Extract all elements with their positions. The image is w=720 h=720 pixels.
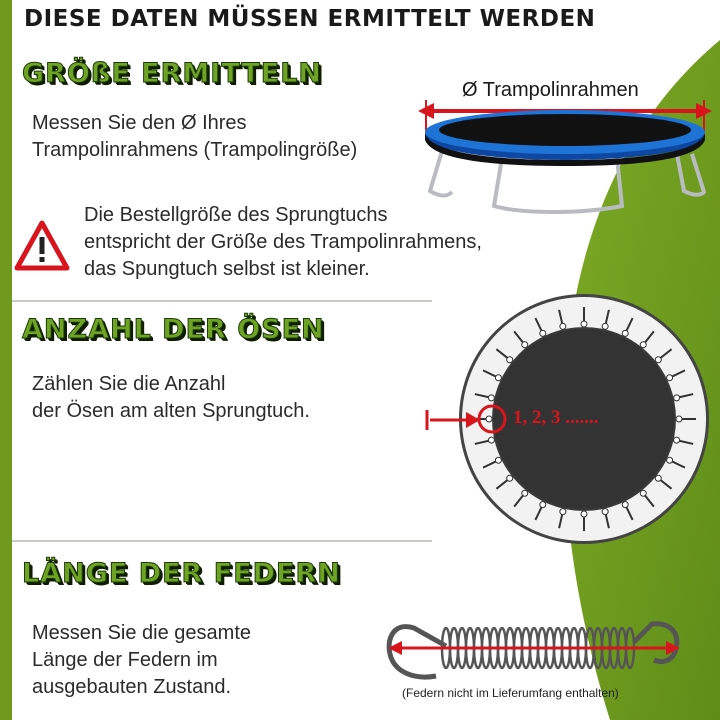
mat-ring-mark: [560, 323, 566, 329]
rings-instruction-line-2: der Ösen am alten Sprungtuch.: [32, 400, 310, 422]
mat-ring-mark: [622, 330, 628, 336]
ring-count-arrow: [424, 400, 514, 440]
section-heading-size: GRÖßE ERMITTELN: [22, 58, 323, 89]
mat-ring-mark: [495, 375, 501, 381]
mat-ring-mark: [655, 357, 661, 363]
rings-instruction-line-1: Zählen Sie die Anzahl: [32, 373, 226, 395]
ring-count-label: 1, 2, 3 .......: [513, 407, 599, 428]
section-divider-1: [12, 300, 432, 302]
page-title: DIESE DATEN MÜSSEN ERMITTELT WERDEN: [24, 6, 596, 32]
mat-ring-mark: [674, 437, 680, 443]
springs-instruction: [32, 620, 251, 701]
warning-text-line-3: das Spungtuch selbst ist kleiner.: [84, 258, 370, 280]
mat-ring-mark: [622, 502, 628, 508]
mat-ring-mark: [667, 375, 673, 381]
mat-ring-mark: [674, 395, 680, 401]
mat-ring-mark: [495, 457, 501, 463]
mat-ring-mark: [667, 457, 673, 463]
mat-ring-mark: [507, 475, 513, 481]
mat-ring-mark: [602, 509, 608, 515]
mat-ring-mark: [522, 490, 528, 496]
left-accent-bar: [0, 0, 12, 720]
warning-text-line-1: Die Bestellgröße des Sprungtuchs: [84, 204, 388, 226]
size-instruction: [32, 110, 357, 164]
section-heading-springs: LÄNGE DER FEDERN: [22, 558, 341, 589]
mat-ring-mark: [581, 321, 587, 327]
springs-instruction-line-1: Messen Sie die gesamte: [32, 622, 252, 644]
springs-instruction-line-2: Länge der Federn im: [32, 649, 218, 671]
springs-caption: (Federn nicht im Lieferumfang enthalten): [402, 686, 619, 700]
section-heading-rings: ANZAHL DER ÖSEN: [22, 314, 325, 345]
mat-ring-mark: [540, 502, 546, 508]
mat-ring-mark: [676, 416, 682, 422]
springs-instruction-line-3: ausgebauten Zustand.: [32, 676, 232, 698]
mat-ring-mark: [655, 475, 661, 481]
mat-ring-mark: [540, 330, 546, 336]
warning-text: [84, 202, 482, 283]
warning-triangle-icon: [14, 220, 70, 272]
mat-ring-mark: [522, 342, 528, 348]
warning-text-line-2: entspricht der Größe des Trampolinrahmens,: [84, 231, 482, 253]
size-instruction-line-2: Trampolinrahmens (Trampolingröße): [32, 139, 358, 161]
rings-instruction: [32, 371, 310, 425]
section-divider-2: [12, 540, 432, 542]
mat-ring-mark: [640, 342, 646, 348]
mat-ring-mark: [640, 490, 646, 496]
spring-illustration: [384, 614, 694, 694]
size-instruction-line-1: Messen Sie den Ø Ihres: [32, 112, 247, 134]
diameter-label: Ø Trampolinrahmen: [462, 79, 639, 101]
mat-ring-mark: [560, 509, 566, 515]
mat-ring-mark: [507, 357, 513, 363]
mat-ring-mark: [581, 511, 587, 517]
mat-ring-mark: [602, 323, 608, 329]
